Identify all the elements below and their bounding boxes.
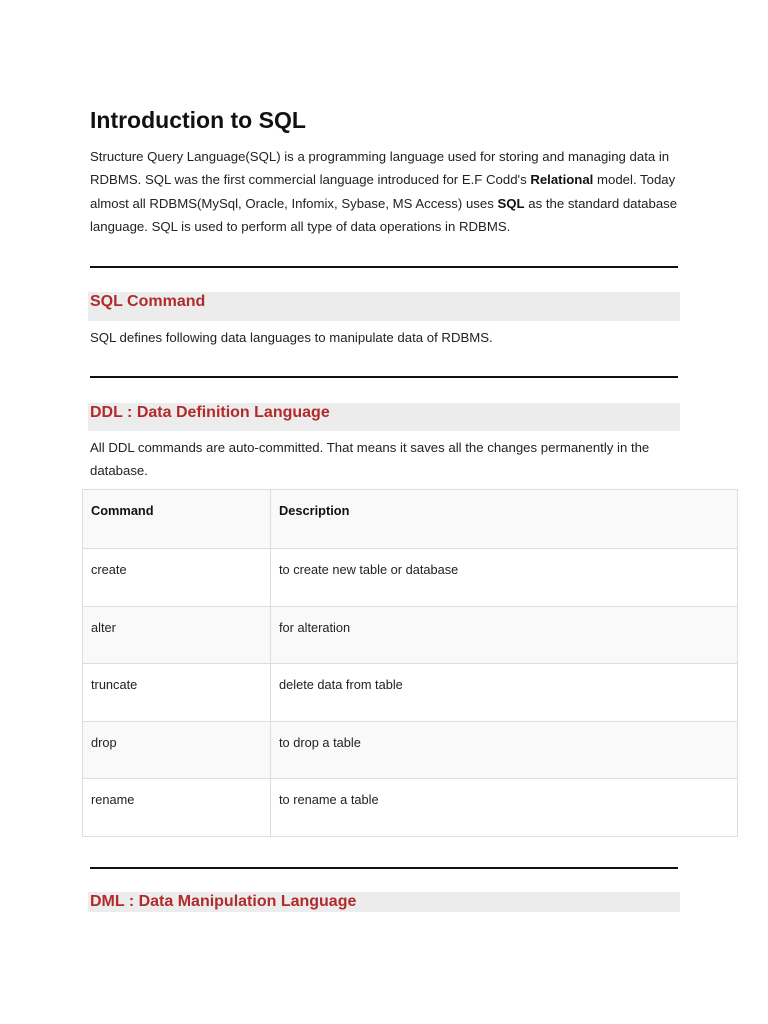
table-cell-description: delete data from table — [271, 664, 738, 722]
section-heading-dml: DML : Data Manipulation Language — [88, 892, 680, 912]
table-row — [83, 549, 738, 607]
divider-rule — [90, 376, 678, 378]
divider-rule — [90, 266, 678, 268]
intro-paragraph — [90, 145, 682, 238]
table-cell-command: alter — [83, 606, 271, 664]
ddl-command-table — [82, 489, 738, 837]
table-row — [83, 664, 738, 722]
table-cell-description: for alteration — [271, 606, 738, 664]
intro-text-3: as the standard database language. SQL is used to perform all type of data operations in RDBMS. — [90, 195, 678, 234]
table-cell-command: drop — [83, 721, 271, 779]
divider-rule — [90, 867, 678, 869]
table-row — [83, 721, 738, 779]
table-cell-command: create — [83, 549, 271, 607]
table-cell-command: truncate — [83, 664, 271, 722]
table-header-description: Description — [271, 490, 738, 549]
intro-bold-sql: SQL — [497, 195, 525, 211]
section-heading-ddl: DDL : Data Definition Language — [88, 403, 680, 431]
table-row — [83, 779, 738, 837]
table-header-row — [83, 490, 738, 549]
table-cell-description: to create new table or database — [271, 549, 738, 607]
intro-bold-relational: Relational — [530, 172, 594, 188]
page-title: Introduction to SQL — [90, 107, 306, 133]
table-cell-description: to rename a table — [271, 779, 738, 837]
section-heading-sql-command: SQL Command — [88, 292, 680, 321]
table-cell-command: rename — [83, 779, 271, 837]
table-header-command: Command — [83, 490, 271, 549]
intro-text-2: model. Today almost all RDBMS(MySql, Oracle, Infomix, Sybase, MS Access) uses — [90, 172, 676, 211]
table-row — [83, 606, 738, 664]
ddl-paragraph: All DDL commands are auto-committed. That means it saves all the changes permanently in the database. — [90, 440, 650, 479]
table-cell-description: to drop a table — [271, 721, 738, 779]
intro-text-1: Structure Query Language(SQL) is a programming language used for storing and managing data in RDBMS. SQL was the first commercial language introduced for E.F Codd's — [90, 149, 670, 188]
sql-command-paragraph: SQL defines following data languages to manipulate data of RDBMS. — [90, 330, 493, 345]
